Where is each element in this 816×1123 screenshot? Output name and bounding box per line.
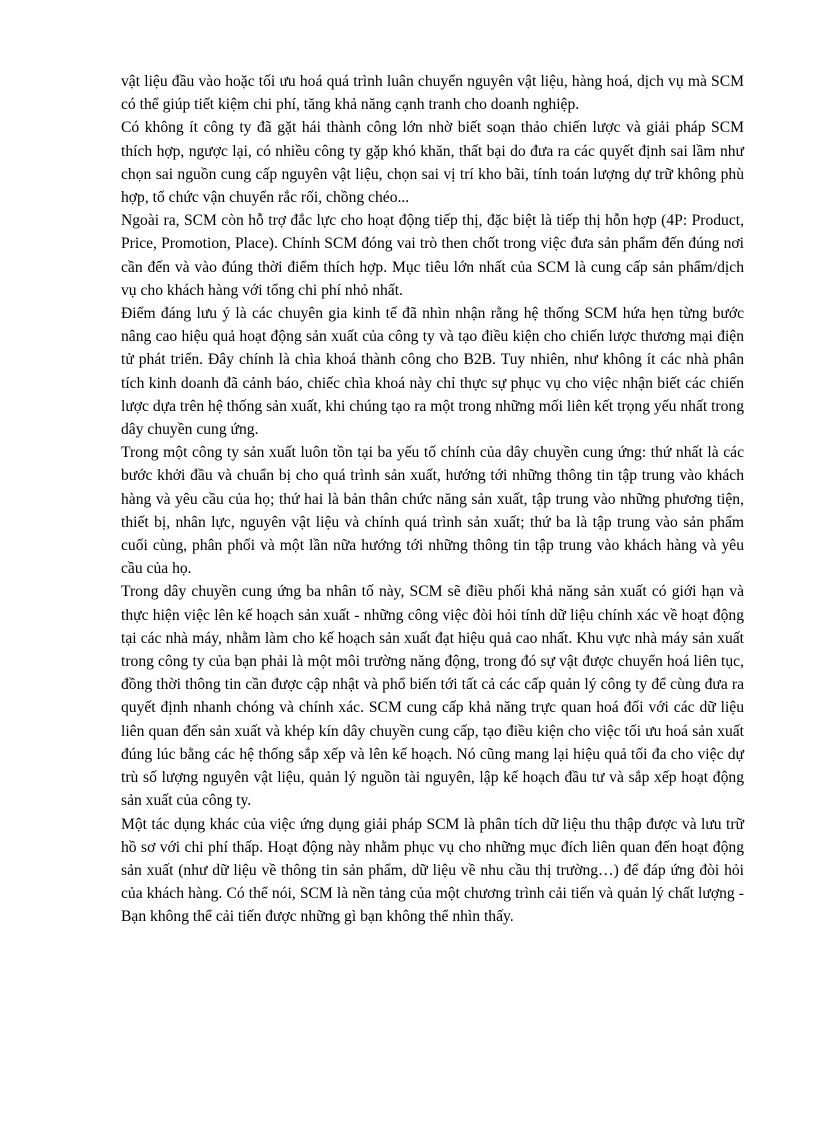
paragraph-6: Trong dây chuyền cung ứng ba nhân tố này, SCM sẽ điều phối khả năng sản xuất có giới hạn và thực hiện việc lên kế hoạch sản xuất - những công việc đòi hỏi tính dữ liệu chính xác về hoạt động tại các nhà máy, nhằm làm cho kế hoạch sản xuất đạt hiệu quả cao nhất. Khu vực nhà máy sản xuất trong công ty của bạn phải là một môi trường năng động, trong đó sự vật được chuyển hoá liên tục, đồng thời thông tin cần được cập nhật và phổ biến tới tất cả các cấp quản lý công ty để cùng đưa ra quyết định nhanh chóng và chính xác. SCM cung cấp khả năng trực quan hoá đối với các dữ liệu liên quan đến sản xuất và khép kín dây chuyền cung cấp, tạo điều kiện cho việc tối ưu hoá sản xuất đúng lúc bằng các hệ thống sắp xếp và lên kế hoạch. Nó cũng mang lại hiệu quả tối đa cho việc dự trù số lượng nguyên vật liệu, quản lý nguồn tài nguyên, lập kế hoạch đầu tư và sắp xếp hoạt động sản xuất của công ty. [121,583,744,810]
paragraph-1: vật liệu đầu vào hoặc tối ưu hoá quá trình luân chuyển nguyên vật liệu, hàng hoá, dịch vụ mà SCM có thể giúp tiết kiệm chi phí, tăng khả năng cạnh tranh cho doanh nghiệp. [121,73,744,114]
paragraph-7: Một tác dụng khác của việc ứng dụng giải pháp SCM là phân tích dữ liệu thu thập được và lưu trữ hồ sơ với chi phí thấp. Hoạt động này nhằm phục vụ cho những mục đích liên quan đến hoạt động sản xuất (như dữ liệu về thông tin sản phẩm, dữ liệu về nhu cầu thị trường…) để đáp ứng đòi hỏi của khách hàng. Có thể nói, SCM là nền tảng của một chương trình cải tiến và quản lý chất lượng - Bạn không thể cải tiến được những gì bạn không thể nhìn thấy. [121,815,744,926]
paragraph-3: Ngoài ra, SCM còn hỗ trợ đắc lực cho hoạt động tiếp thị, đặc biệt là tiếp thị hỗn hợp (4P: Product, Price, Promotion, Place). Chính SCM đóng vai trò then chốt trong việc đưa sản phẩm đến đúng nơi cần đến và vào đúng thời điểm thích hợp. Mục tiêu lớn nhất của SCM là cung cấp sản phẩm/dịch vụ cho khách hàng với tổng chi phí nhỏ nhất. [121,212,744,299]
paragraph-5: Trong một công ty sản xuất luôn tồn tại ba yếu tố chính của dây chuyền cung ứng: thứ nhất là các bước khởi đầu và chuẩn bị cho quá trình sản xuất, hướng tới những thông tin tập trung vào khách hàng và yêu cầu của họ; thứ hai là bản thân chức năng sản xuất, tập trung vào những phương tiện, thiết bị, nhân lực, nguyên vật liệu và chính quá trình sản xuất; thứ ba là tập trung vào sản phẩm cuối cùng, phân phối và một lần nữa hướng tới những thông tin tập trung vào khách hàng và yêu cầu của họ. [121,444,744,578]
paragraph-2: Có không ít công ty đã gặt hái thành công lớn nhờ biết soạn thảo chiến lược và giải pháp SCM thích hợp, ngược lại, có nhiều công ty gặp khó khăn, thất bại do đưa ra các quyết định sai lầm như chọn sai nguồn cung cấp nguyên vật liệu, chọn sai vị trí kho bãi, tính toán lượng dự trữ không phù hợp, tổ chức vận chuyển rắc rối, chồng chéo... [121,119,744,207]
document-page [121,70,744,929]
paragraph-4: Điểm đáng lưu ý là các chuyên gia kinh tế đã nhìn nhận rằng hệ thống SCM hứa hẹn từng bước nâng cao hiệu quả hoạt động sản xuất của công ty và tạo điều kiện cho chiến lược thương mại điện tử phát triển. Đây chính là chìa khoá thành công cho B2B. Tuy nhiên, như không ít các nhà phân tích kinh doanh đã cảnh báo, chiếc chìa khoá này chỉ thực sự phục vụ cho việc nhận biết các chiến lược dựa trên hệ thống sản xuất, khi chúng tạo ra một trong những mối liên kết trọng yếu nhất trong dây chuyền cung ứng. [121,305,745,439]
